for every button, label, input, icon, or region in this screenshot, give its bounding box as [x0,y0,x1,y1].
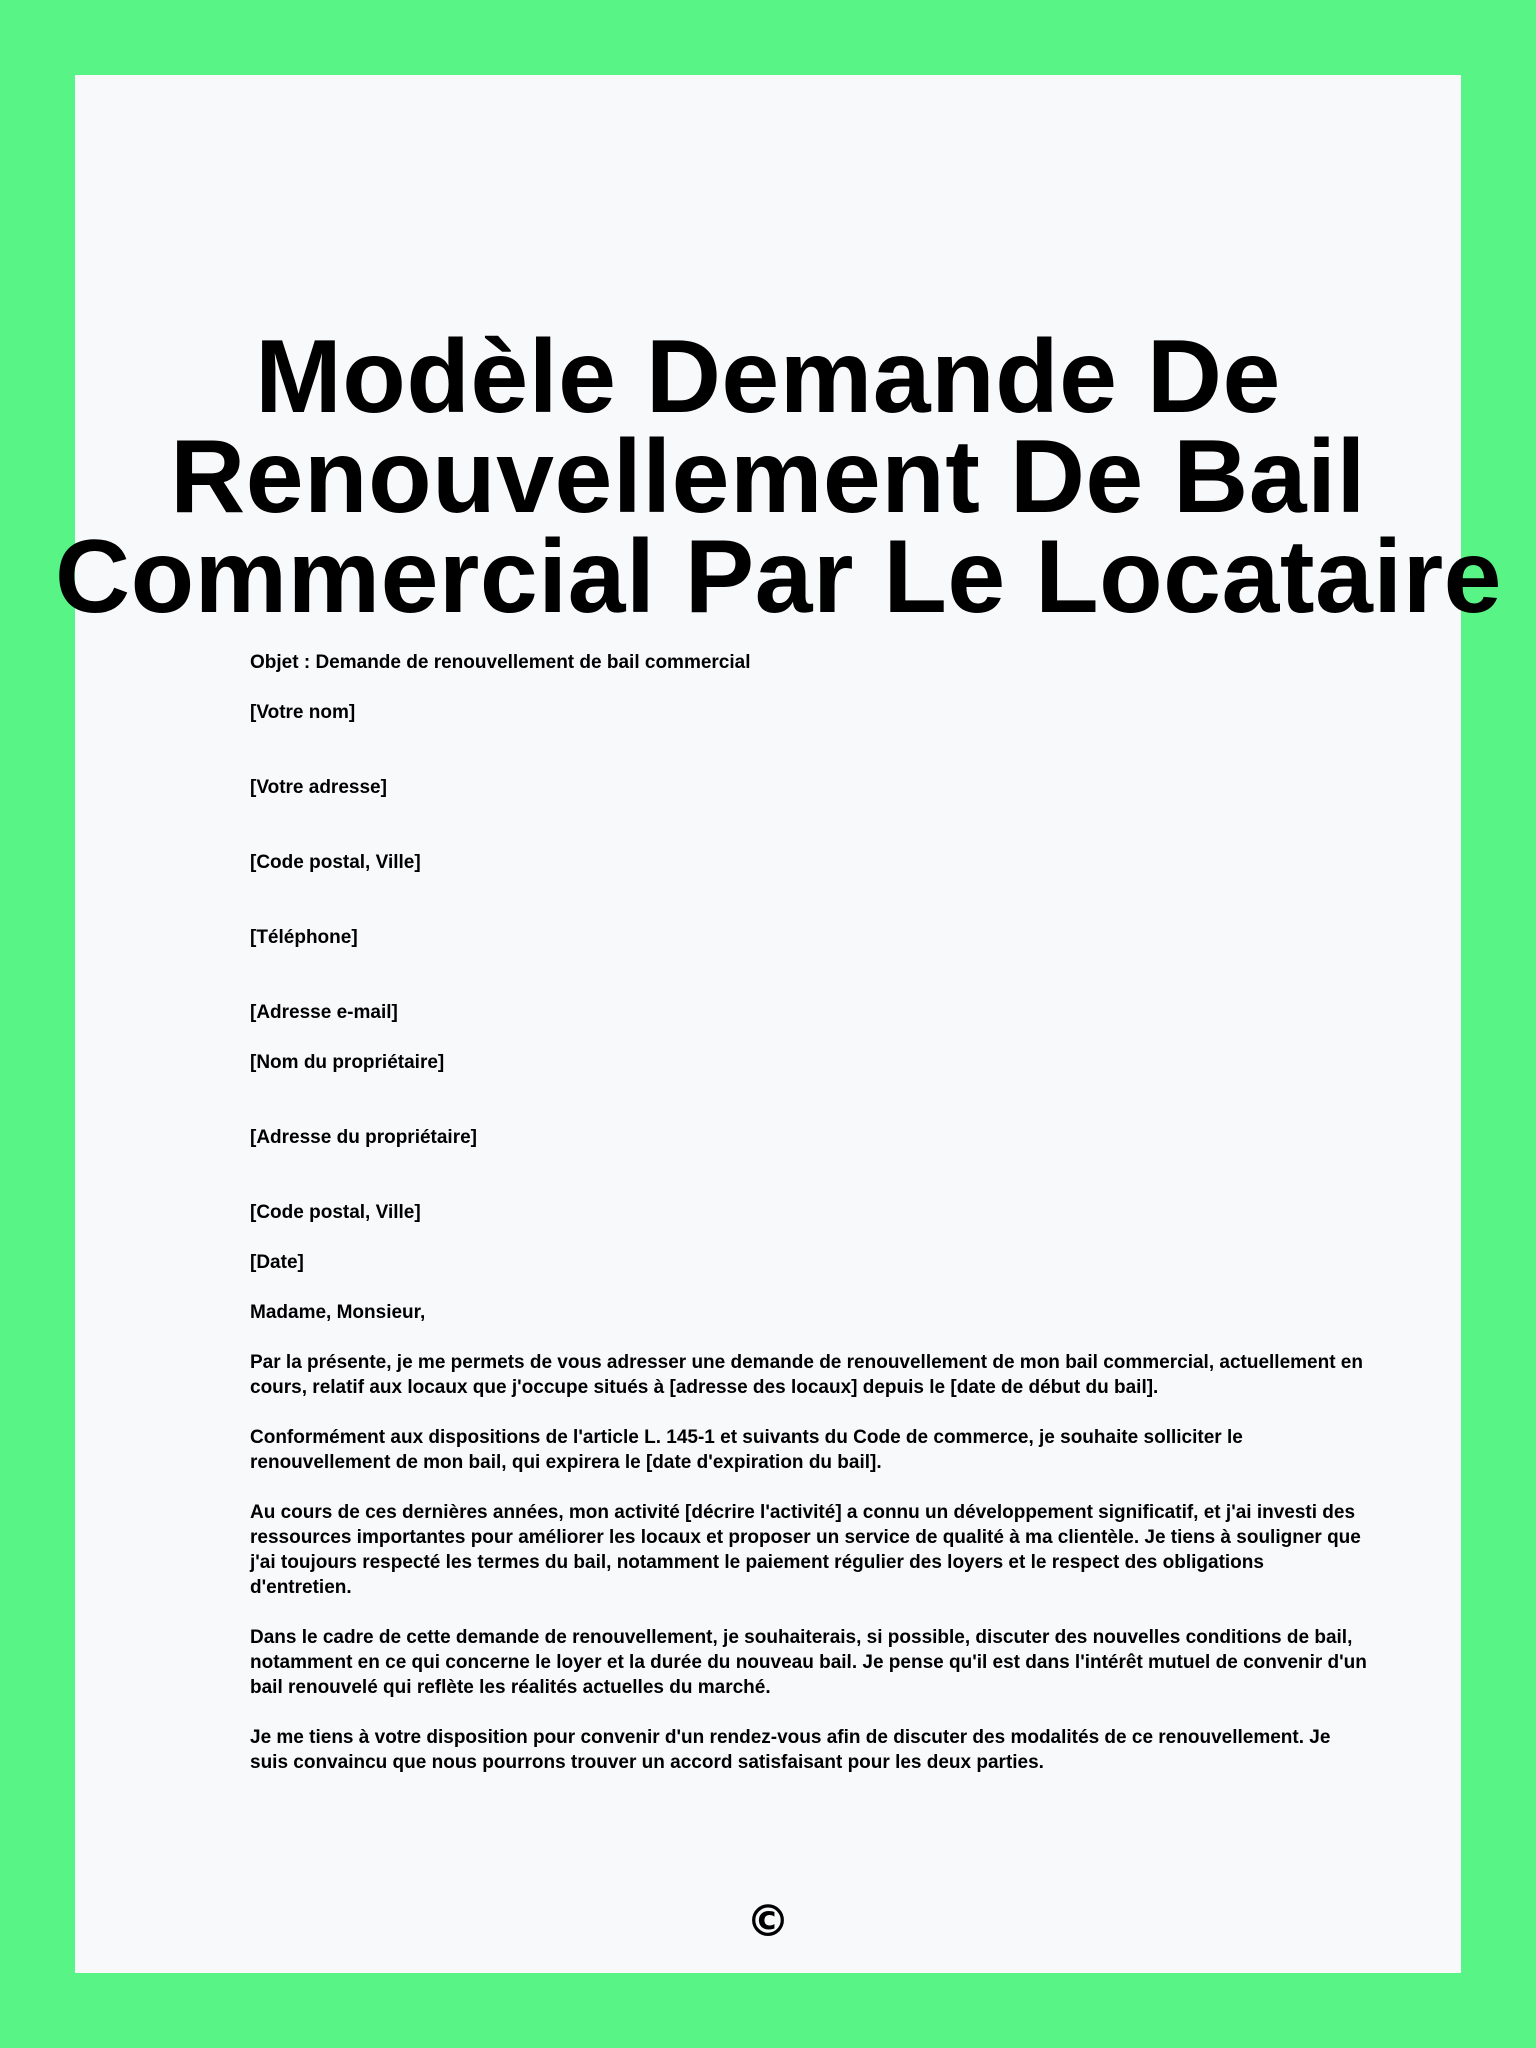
sender-address: [Votre adresse] [250,777,387,798]
paragraph-1: Par la présente, je me permets de vous adresser une demande de renouvellement de mon bail commercial, actuellement en cours, relatif aux locaux que j'occupe situés à [adresse des locaux] depuis le [date de début du bail]. [250,1352,1363,1398]
copyright-icon: © [746,1896,790,1947]
document-page [55,75,1503,1973]
title-line-3: Commercial Par Le Locataire [55,519,1503,635]
sender-phone: [Téléphone] [250,927,358,948]
recipient-name: [Nom du propriétaire] [250,1052,445,1073]
recipient-postal-city: [Code postal, Ville] [250,1202,421,1223]
letter-body [250,650,1370,1775]
paragraph-2: Conformément aux dispositions de l'article L. 145-1 et suivants du Code de commerce, je souhaite solliciter le renouvellement de mon bail, qui expirera le [date d'expiration du bail]. [250,1427,1243,1473]
sender-email: [Adresse e-mail] [250,1002,398,1023]
sender-postal-city: [Code postal, Ville] [250,852,421,873]
salutation: Madame, Monsieur, [250,1302,426,1323]
paragraph-5: Je me tiens à votre disposition pour convenir d'un rendez-vous afin de discuter des modalités de ce renouvellement. Je suis convaincu que nous pourrons trouver un accord satisfaisant pour les deux parties. [250,1727,1331,1773]
paragraph-3: Au cours de ces dernières années, mon activité [décrire l'activité] a connu un développement significatif, et j'ai investi des ressources importantes pour améliorer les locaux et proposer un service de qualité à ma clientèle. Je tiens à souligner que j'ai toujours respecté les termes du bail, notamment le paiement régulier des loyers et le respect des obligations d'entretien. [250,1502,1361,1598]
title-line-2: Renouvellement De Bail [170,419,1366,535]
recipient-address: [Adresse du propriétaire] [250,1127,477,1148]
paragraph-4: Dans le cadre de cette demande de renouvellement, je souhaiterais, si possible, discuter des nouvelles conditions de bail, notamment en ce qui concerne le loyer et la durée du nouveau bail. Je pense qu'il est dans l'intérêt mutuel de convenir d'un bail renouvelé qui reflète les réalités actuelles du marché. [250,1627,1367,1698]
page-title [55,319,1503,635]
sender-name: [Votre nom] [250,702,356,723]
title-line-1: Modèle Demande De [255,319,1281,435]
letter-date: [Date] [250,1252,304,1273]
subject-line: Objet : Demande de renouvellement de bail commercial [250,652,751,673]
